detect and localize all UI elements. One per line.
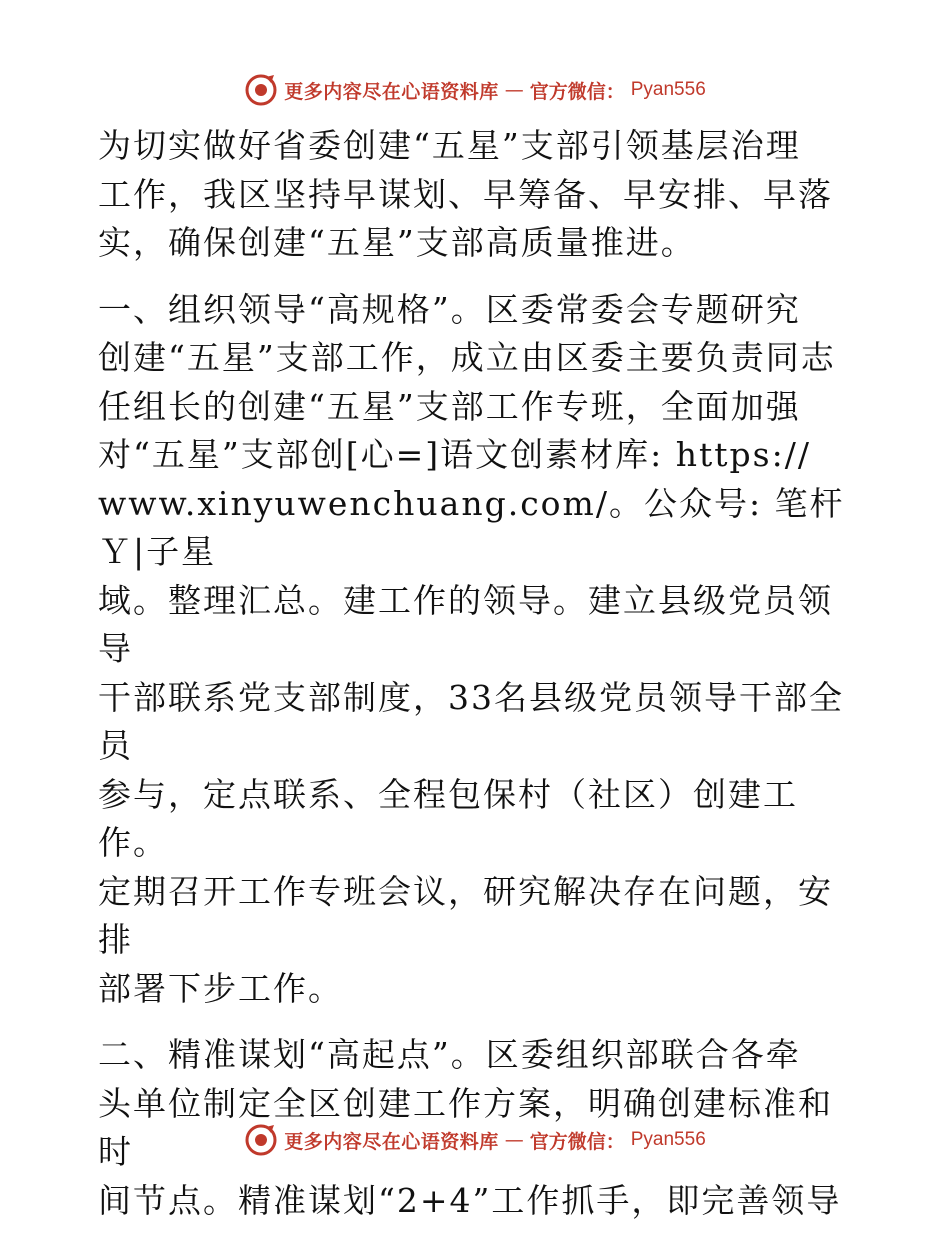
watermark-wechat-label: 官方微信：: [529, 80, 625, 103]
watermark-wechat-id: Pyan556: [630, 1129, 706, 1150]
watermark-banner-top: [0, 70, 950, 110]
pen-logo-icon: [244, 73, 278, 107]
watermark-banner-bottom: [0, 1120, 950, 1160]
watermark-text: 更多内容尽在心语资料库: [284, 1130, 499, 1153]
watermark-wechat-label: 官方微信：: [529, 1130, 625, 1153]
paragraph-section-one: 一、组织领导“高规格”。区委常委会专题研究 创建“五星”支部工作，成立由区委主要负责同志 任组长的创建“五星”支部工作专班，全面加强 对“五星”支部创[心=]语文创素材库: https:// www.xinyuwenchuang.com/。公众号: 笔杆Ｙ|子星 域。整理汇总。建工作的领导。建立县级党员领导 干部联系党支部制度，33名县级党员领导干部全员 参与，定点联系、全程包保村（社区）创建工作。 定期召开工作专班会议，研究解决存在问题，安排 部署下步工作。: [98, 289, 845, 1008]
watermark-text: 更多内容尽在心语资料库: [284, 80, 499, 103]
watermark-dash: —: [504, 1129, 524, 1151]
watermark-wechat-id: Pyan556: [630, 79, 706, 100]
watermark-dash: —: [504, 79, 524, 101]
paragraph-section-two: 二、精准谋划“高起点”。区委组织部联合各牵 头单位制定全区创建工作方案，明确创建标准和时 间节点。精准谋划“2+4”工作抓手，即完善领导: [98, 1035, 842, 1220]
paragraph-intro: 为切实做好省委创建“五星”支部引领基层治理 工作，我区坚持早谋划、早筹备、早安排、早落 实，确保创建“五星”支部高质量推进。: [98, 126, 833, 262]
document-body: [98, 122, 858, 1243]
pen-logo-icon: [244, 1123, 278, 1157]
